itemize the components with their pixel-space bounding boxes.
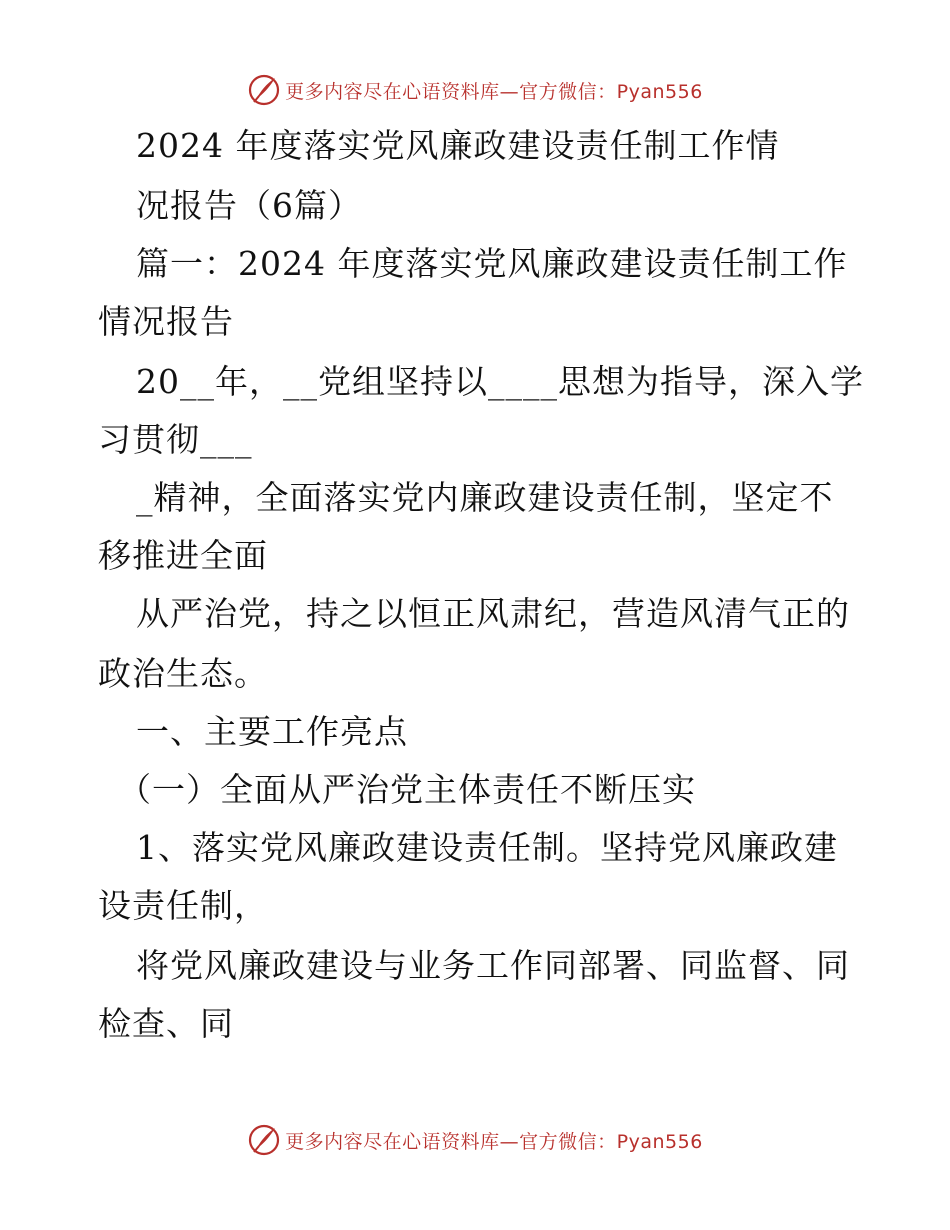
heading-1: 一、主要工作亮点 [136,712,408,751]
section-title-line-1: 篇一：2024 年度落实党风廉政建设责任制工作 [136,244,848,283]
paragraph-3-line-1: 从严治党，持之以恒正风肃纪，营造风清气正的 [136,594,850,633]
paragraph-1-line-2: 习贯彻___ [98,420,253,459]
paragraph-3-line-2: 政治生态。 [98,654,268,693]
quill-pen-logo-icon [247,73,281,107]
header-banner [0,70,950,110]
quill-pen-logo-icon [247,1123,281,1157]
header-banner-text: 更多内容尽在心语资料库—官方微信：Pyan556 [285,80,703,103]
document-title-line-2: 况报告（6篇） [136,186,362,225]
paragraph-2-line-2: 移推进全面 [98,536,268,575]
footer-banner-text: 更多内容尽在心语资料库—官方微信：Pyan556 [285,1130,703,1153]
paragraph-4-line-2: 设责任制， [98,886,268,925]
paragraph-5-line-2: 检查、同 [98,1004,234,1043]
paragraph-5-line-1: 将党风廉政建设与业务工作同部署、同监督、同 [136,946,850,985]
section-title-line-2: 情况报告 [98,302,234,341]
paragraph-2-line-1: _精神，全面落实党内廉政建设责任制，坚定不 [136,478,834,517]
paragraph-4-line-1: 1、落实党风廉政建设责任制。坚持党风廉政建 [136,828,838,867]
paragraph-1-line-1: 20__年，__党组坚持以____思想为指导，深入学 [136,362,864,401]
document-title-line-1: 2024 年度落实党风廉政建设责任制工作情 [136,126,780,165]
heading-2: （一）全面从严治党主体责任不断压实 [118,770,696,809]
footer-banner [0,1120,950,1160]
